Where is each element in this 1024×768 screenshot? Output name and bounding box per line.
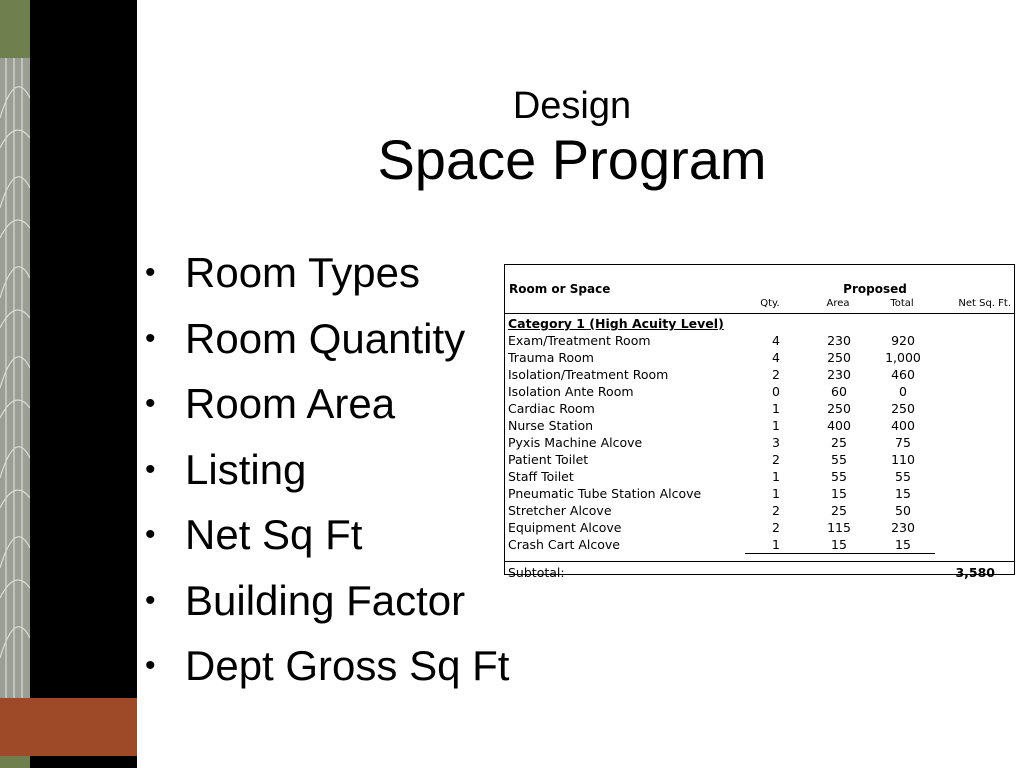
table-row: [505, 366, 1014, 383]
room-area: 60: [831, 384, 847, 399]
slide-title: [137, 84, 1007, 192]
room-total: 55: [895, 469, 911, 484]
room-qty: 1: [772, 401, 780, 416]
left-decorative-strip: [0, 0, 30, 768]
room-area: 25: [831, 435, 847, 450]
bullet-dot-icon: •: [145, 387, 156, 420]
room-qty: 3: [772, 435, 780, 450]
room-qty: 1: [772, 418, 780, 433]
bullet-dot-icon: •: [145, 256, 156, 289]
room-qty: 2: [772, 452, 780, 467]
room-area: 115: [827, 520, 851, 535]
header-total: Total: [890, 298, 914, 309]
room-area: 55: [831, 452, 847, 467]
room-name: Cardiac Room: [508, 401, 595, 416]
room-qty: 4: [772, 333, 780, 348]
table-row: [505, 349, 1014, 366]
room-total: 50: [895, 503, 911, 518]
table-row: [505, 485, 1014, 502]
header-net-sq-ft: Net Sq. Ft.: [958, 298, 1011, 309]
room-area: 15: [831, 486, 847, 501]
category-label: Category 1 (High Acuity Level): [508, 316, 724, 331]
room-total: 920: [891, 333, 915, 348]
room-total: 15: [895, 537, 911, 552]
table-body: [505, 314, 1014, 553]
room-qty: 2: [772, 520, 780, 535]
room-name: Crash Cart Alcove: [508, 537, 620, 552]
table-row: [505, 451, 1014, 468]
room-area: 250: [827, 350, 851, 365]
subtotal-label: Subtotal:: [508, 565, 565, 580]
room-area: 250: [827, 401, 851, 416]
table-row: [505, 383, 1014, 400]
bullet-text: Listing: [185, 445, 307, 493]
room-qty: 1: [772, 537, 780, 552]
subtotal-row: [505, 561, 1014, 584]
room-area: 15: [831, 537, 847, 552]
room-qty: 0: [772, 384, 780, 399]
strip-orange-block: [0, 698, 30, 756]
room-name: Pyxis Machine Alcove: [508, 435, 643, 450]
bullet-text: Room Area: [185, 380, 396, 427]
room-total: 250: [891, 401, 915, 416]
room-total: 230: [891, 520, 915, 535]
room-name: Isolation/Treatment Room: [508, 367, 669, 382]
room-total: 400: [891, 418, 915, 433]
header-proposed: Proposed: [843, 282, 907, 296]
bullet-text: Room Types: [185, 249, 420, 296]
dome-pattern-graphic: [0, 58, 30, 698]
bullet-text: Dept Gross Sq Ft: [185, 642, 510, 689]
header-qty: Qty.: [760, 298, 780, 309]
table-row: [505, 519, 1014, 536]
title-line-2: Space Program: [377, 128, 767, 191]
bullet-item: [145, 502, 509, 568]
room-total: 460: [891, 367, 915, 382]
room-qty: 4: [772, 350, 780, 365]
subtotal-rule: [745, 553, 935, 554]
bullet-item: [145, 240, 509, 306]
room-name: Patient Toilet: [508, 452, 589, 467]
table-row: [505, 417, 1014, 434]
bullet-dot-icon: •: [145, 649, 156, 682]
bullet-item: [145, 371, 509, 437]
bullet-item: [145, 568, 509, 634]
room-qty: 1: [772, 486, 780, 501]
room-area: 230: [827, 367, 851, 382]
room-area: 400: [827, 418, 851, 433]
room-qty: 2: [772, 367, 780, 382]
room-qty: 1: [772, 469, 780, 484]
room-total: 0: [899, 384, 907, 399]
bullet-text: Building Factor: [185, 576, 466, 624]
table-row: [505, 332, 1014, 349]
table-row: [505, 468, 1014, 485]
room-name: Trauma Room: [508, 350, 594, 365]
bullet-dot-icon: •: [145, 583, 156, 617]
room-area: 25: [831, 503, 847, 518]
bullet-item: [145, 437, 509, 503]
room-name: Pneumatic Tube Station Alcove: [508, 486, 702, 501]
room-name: Equipment Alcove: [508, 520, 622, 535]
table-row: [505, 434, 1014, 451]
category-row: [505, 315, 1014, 332]
table-row: [505, 400, 1014, 417]
subtotal-value: 3,580: [955, 565, 995, 580]
header-area: Area: [826, 298, 850, 309]
room-name: Staff Toilet: [508, 469, 574, 484]
table-row: [505, 536, 1014, 553]
room-total: 15: [895, 486, 911, 501]
room-total: 1,000: [885, 350, 921, 365]
header-room-or-space: Room or Space: [509, 282, 611, 296]
room-name: Exam/Treatment Room: [508, 333, 651, 348]
band-orange-block: [30, 698, 137, 756]
black-band: [30, 0, 137, 768]
room-total: 75: [895, 435, 911, 450]
bullet-text: Room Quantity: [185, 314, 466, 362]
room-name: Stretcher Alcove: [508, 503, 612, 518]
bullet-list: [145, 240, 509, 699]
room-total: 110: [891, 452, 915, 467]
bullet-text: Net Sq Ft: [185, 511, 363, 558]
bullet-item: [145, 306, 509, 372]
room-qty: 2: [772, 503, 780, 518]
table-header: [505, 265, 1014, 314]
title-line-1: Design: [512, 85, 632, 127]
strip-green-block: [0, 0, 30, 58]
bullet-dot-icon: •: [145, 452, 156, 486]
room-area: 55: [831, 469, 847, 484]
room-area: 230: [827, 333, 851, 348]
space-program-table: [504, 264, 1015, 580]
bullet-item: [145, 633, 509, 699]
room-name: Nurse Station: [508, 418, 594, 433]
room-name: Isolation Ante Room: [508, 384, 634, 399]
strip-bottom-block: [0, 756, 30, 768]
bullet-dot-icon: •: [145, 518, 156, 551]
bullet-dot-icon: •: [145, 321, 156, 355]
table-row: [505, 502, 1014, 519]
